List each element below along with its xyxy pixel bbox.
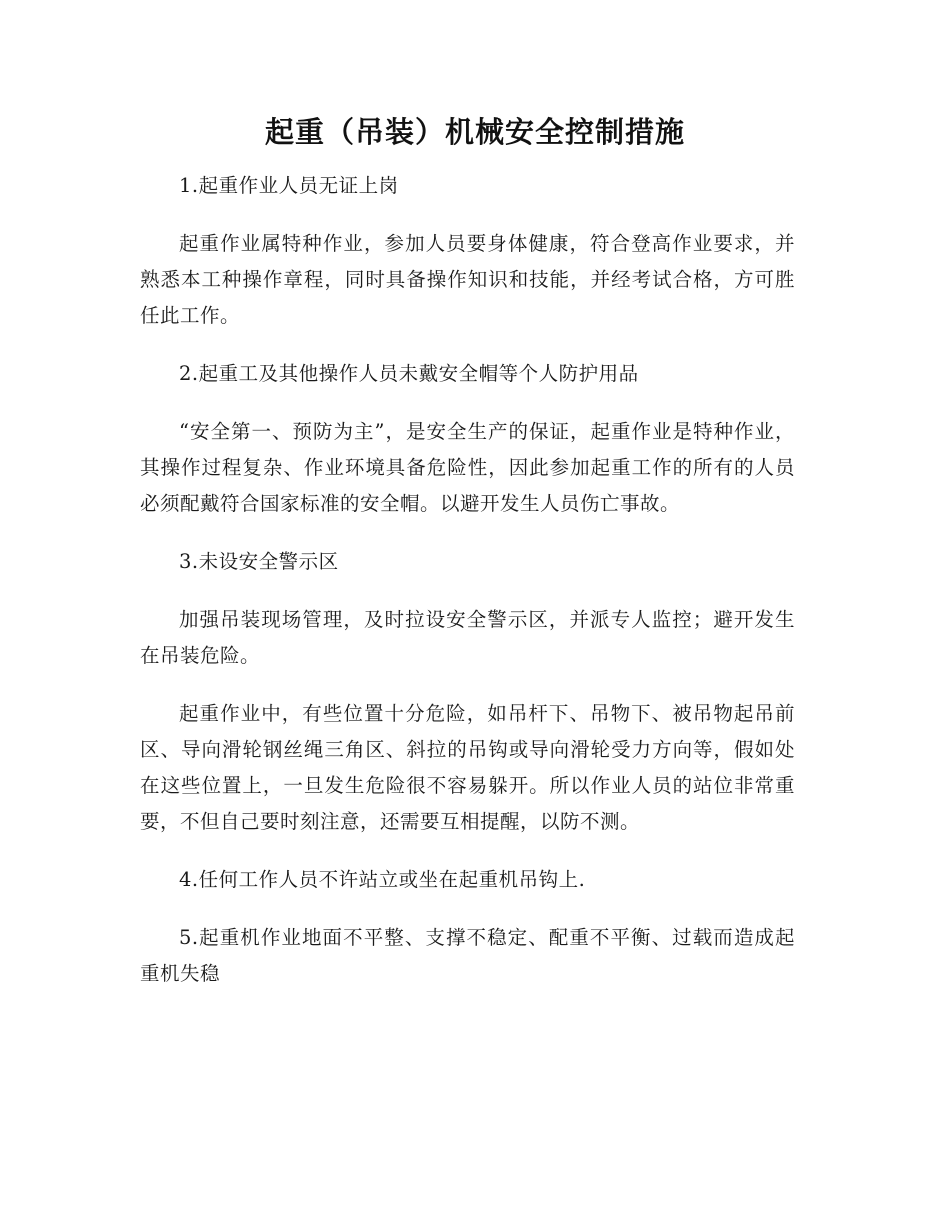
paragraph-warning-zone: 加强吊装现场管理，及时拉设安全警示区，并派专人监控；避开发生在吊装危险。 xyxy=(140,608,795,667)
paragraph-qualification: 起重作业属特种作业，参加人员要身体健康，符合登高作业要求，并熟悉本工种操作章程，同时具备操作知识和技能，并经考试合格，方可胜任此工作。 xyxy=(140,232,795,327)
paragraph-safety-helmet: “安全第一、预防为主”，是安全生产的保证，起重作业是特种作业，其操作过程复杂、作业环境具备危险性，因此参加起重工作的所有的人员必须配戴符合国家标准的安全帽。以避开发生人员伤亡事故。 xyxy=(140,420,795,515)
document-title: 起重（吊装）机械安全控制措施 xyxy=(264,115,685,149)
heading-item-4: 4.任何工作人员不许站立或坐在起重机吊钩上. xyxy=(179,868,586,891)
document-body xyxy=(140,168,795,1014)
heading-item-3: 3.未设安全警示区 xyxy=(179,550,339,573)
paragraph-danger-positions: 起重作业中，有些位置十分危险，如吊杆下、吊物下、被吊物起吊前区、导向滑轮钢丝绳三角区、斜拉的吊钩或导向滑轮受力方向等，假如处在这些位置上，一旦发生危险很不容易躲开。所以作业人员的站位非常重要，不但自己要时刻注意，还需要互相提醒，以防不测。 xyxy=(140,702,795,833)
heading-item-1: 1.起重作业人员无证上岗 xyxy=(179,174,399,197)
heading-item-2: 2.起重工及其他操作人员未戴安全帽等个人防护用品 xyxy=(179,362,639,385)
heading-item-5: 5.起重机作业地面不平整、支撑不稳定、配重不平衡、过载而造成起重机失稳 xyxy=(140,926,795,985)
